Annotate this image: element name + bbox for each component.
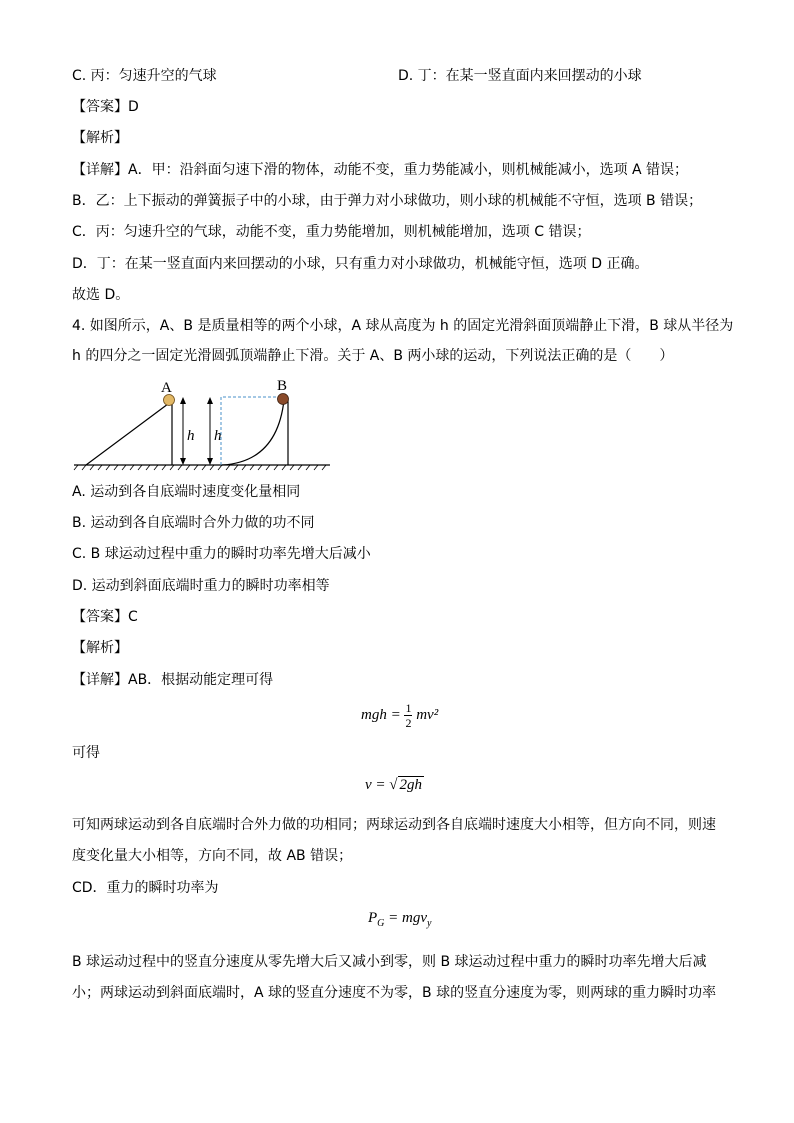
eq-energy-lhs: mgh = xyxy=(361,706,401,723)
ground-hatch xyxy=(74,465,326,470)
eq-velocity-lhs: v = xyxy=(365,777,386,793)
prev-option-c: C. 丙：匀速升空的气球 xyxy=(72,68,217,84)
option-a: A. 运动到各自底端时速度变化量相同 xyxy=(72,484,301,500)
conclusion: 故选 D。 xyxy=(72,287,130,303)
detail-cd: CD．重力的瞬时功率为 xyxy=(72,880,219,896)
detail-b: B．乙：上下振动的弹簧振子中的小球，由于弹力对小球做功，则小球的机械能不守恒，选项 B 错误； xyxy=(72,193,703,209)
option-c: C. B 球运动过程中重力的瞬时功率先增大后减小 xyxy=(72,546,371,562)
conclusion-ab-line-1: 可知两球运动到各自底端时合外力做的功相同；两球运动到各自底端时速度大小相等，但方向不同，则速 xyxy=(72,817,716,833)
fraction-half: $\frac{1}{2}$ xyxy=(405,701,412,730)
cd-line-1: B 球运动过程中的竖直分速度从零先增大后又减小到零，则 B 球运动过程中重力的瞬时功率先增大后减 xyxy=(72,954,707,970)
question-4-line-2: h 的四分之一固定光滑圆弧顶端静止下滑。关于 A、B 两小球的运动，下列说法正确的是（ ） xyxy=(72,348,674,364)
detail-a: 【详解】A．甲：沿斜面匀速下滑的物体，动能不变，重力势能减小，则机械能减小，选项 A 错误； xyxy=(72,162,689,178)
analysis-label-2: 【解析】 xyxy=(72,640,128,656)
option-d: D. 运动到斜面底端时重力的瞬时功率相等 xyxy=(72,578,330,594)
label-b: B xyxy=(277,378,288,394)
question-4-line-1: 4. 如图所示，A、B 是质量相等的两个小球，A 球从高度为 h 的固定光滑斜面顶端静止下滑，B 球从半径为 xyxy=(72,318,734,334)
detail-ab: 【详解】AB．根据动能定理可得 xyxy=(72,672,274,688)
eq-energy-rhs: mv² xyxy=(416,706,439,723)
label-h-b: h xyxy=(214,428,222,444)
analysis-label: 【解析】 xyxy=(72,130,128,146)
ball-a xyxy=(164,395,175,406)
sqrt-radicand: 2gh xyxy=(399,777,423,793)
answer: 【答案】C xyxy=(72,609,138,625)
radius-dashed xyxy=(221,397,282,465)
label-h-a: h xyxy=(187,428,195,444)
incline xyxy=(86,401,172,465)
label-a: A xyxy=(161,380,172,396)
detail-d: D．丁：在某一竖直面内来回摆动的小球，只有重力对小球做功，机械能守恒，选项 D 正确。 xyxy=(72,256,649,272)
ball-b xyxy=(278,394,289,405)
conclusion-ab-line-2: 度变化量大小相等，方向不同，故 AB 错误； xyxy=(72,848,353,864)
prev-answer: 【答案】D xyxy=(72,99,139,115)
equation-power: $P_G = mgv_y$ xyxy=(368,910,432,929)
detail-c: C．丙：匀速升空的气球，动能不变，重力势能增加，则机械能增加，选项 C 错误； xyxy=(72,224,591,240)
sqrt-sign: √ xyxy=(389,777,398,793)
prev-option-d: D. 丁：在某一竖直面内来回摆动的小球 xyxy=(398,68,642,84)
equation-energy xyxy=(361,701,438,730)
ke-text: 可得 xyxy=(72,745,100,761)
option-b: B. 运动到各自底端时合外力做的功不同 xyxy=(72,515,315,531)
cd-line-2: 小；两球运动到斜面底端时，A 球的竖直分速度不为零，B 球的竖直分速度为零，则两球的重力瞬时功率 xyxy=(72,985,717,1001)
incline-arc-diagram xyxy=(72,376,337,472)
equation-velocity xyxy=(365,777,424,794)
quarter-arc xyxy=(222,400,284,465)
